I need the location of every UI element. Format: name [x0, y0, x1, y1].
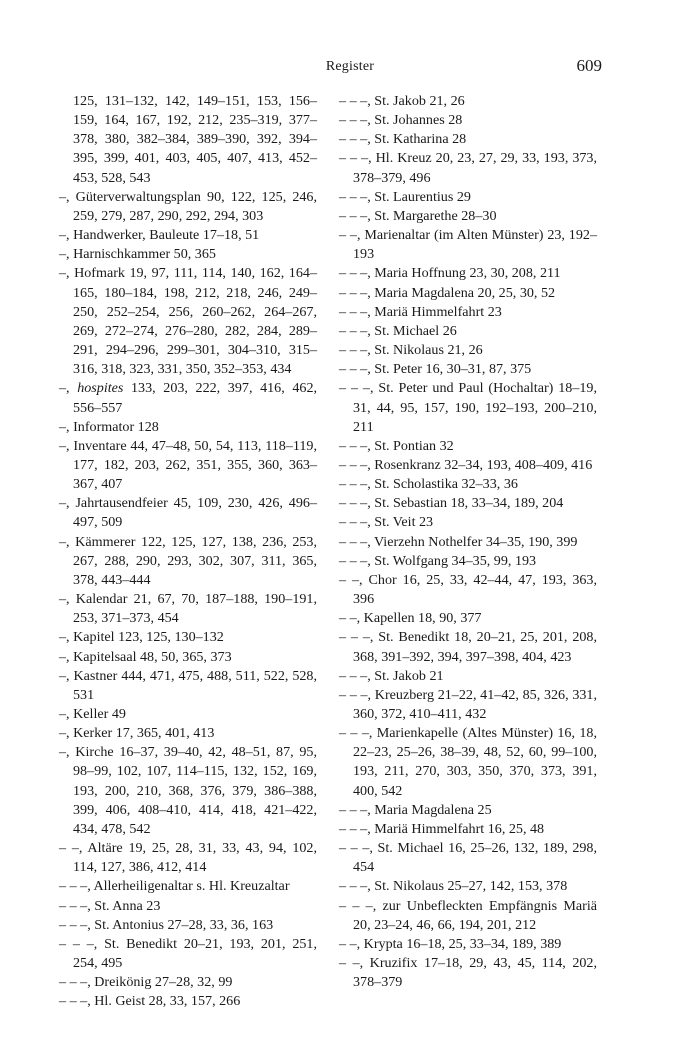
- index-entry: –, Güterverwaltungsplan 90, 122, 125, 246, 259, 279, 287, 290, 292, 294, 303: [59, 188, 317, 224]
- running-title: Register: [325, 59, 375, 74]
- index-entry: –, Kastner 444, 471, 475, 488, 511, 522, 528, 531: [59, 667, 317, 703]
- index-entry: – – –, St. Laurentius 29: [339, 188, 471, 205]
- index-entry: – – –, St. Peter 16, 30–31, 87, 375: [339, 361, 532, 378]
- index-entry: – – –, St. Peter und Paul (Hochaltar) 18–19, 31, 44, 95, 157, 190, 192–193, 200–210, 211: [339, 380, 597, 435]
- index-entry: – – –, St. Jakob 21, 26: [339, 93, 465, 109]
- index-entry: – – –, Vierzehn Nothelfer 34–35, 190, 399: [339, 533, 578, 550]
- index-entry: – –, Chor 16, 25, 33, 42–44, 47, 193, 363, 396: [339, 571, 597, 608]
- index-entry: – – –, St. Michael 26: [339, 322, 457, 339]
- index-entry: – – –, St. Scholastika 32–33, 36: [339, 476, 518, 493]
- index-entry: – –, Krypta 16–18, 25, 33–34, 189, 389: [339, 935, 562, 952]
- index-entry: – – –, St. Jakob 21: [339, 667, 444, 684]
- page-number: 609: [576, 56, 602, 75]
- index-entry: – – –, Mariä Himmelfahrt 23: [339, 303, 502, 320]
- index-entry: – – –, Hl. Geist 28, 33, 157, 266: [59, 993, 241, 1010]
- index-entry: –, Handwerker, Bauleute 17–18, 51: [59, 227, 260, 244]
- index-entry: – – –, St. Sebastian 18, 33–34, 189, 204: [339, 495, 564, 512]
- index-entry: – – –, St. Nikolaus 25–27, 142, 153, 378: [339, 878, 568, 895]
- index-entry: 125, 131–132, 142, 149–151, 153, 156–159, 164, 167, 192, 212, 235–319, 377–378, 380, 382–384, 389–390, 392, 394–395, 399, 401, 403, 405, 407, 413, 452–453, 528, 543: [73, 93, 317, 186]
- index-entry: – – –, Hl. Kreuz 20, 23, 27, 29, 33, 193, 373, 378–379, 496: [339, 150, 597, 186]
- index-entry: – – –, Mariä Himmelfahrt 16, 25, 48: [339, 820, 545, 837]
- index-entry: –, Kerker 17, 365, 401, 413: [59, 725, 215, 742]
- index-column-left: [59, 92, 317, 1012]
- index-entry: –, Kämmerer 122, 125, 127, 138, 236, 253, 267, 288, 290, 293, 302, 307, 311, 365, 378, 443–444: [59, 533, 317, 588]
- index-entry: – –, Kruzifix 17–18, 29, 43, 45, 114, 202, 378–379: [339, 955, 597, 991]
- index-entry: – – –, Maria Magdalena 25: [339, 801, 492, 818]
- index-entry: – – –, Kreuzberg 21–22, 41–42, 85, 326, 331, 360, 372, 410–411, 432: [339, 686, 597, 722]
- index-entry: – – –, St. Johannes 28: [339, 112, 463, 129]
- index-entry: – – –, Maria Hoffnung 23, 30, 208, 211: [339, 265, 561, 282]
- running-header: [0, 56, 700, 80]
- index-entry: – – –, St. Antonius 27–28, 33, 36, 163: [59, 916, 274, 933]
- index-entry: –, Kalendar 21, 67, 70, 187–188, 190–191, 253, 371–373, 454: [59, 591, 317, 627]
- index-entry: – – –, St. Katharina 28: [339, 131, 467, 148]
- index-entry: – – –, St. Michael 16, 25–26, 132, 189, 298, 454: [339, 840, 597, 876]
- index-entry-italic-term: hospites: [77, 380, 124, 397]
- index-entry: –, Informator 128: [59, 418, 159, 435]
- index-entry: – – –, Dreikönig 27–28, 32, 99: [59, 974, 233, 991]
- index-entry: –, Keller 49: [59, 706, 126, 722]
- index-entry: – – –, St. Benedikt 20–21, 193, 201, 251, 254, 495: [59, 935, 317, 972]
- index-entry: – –, Marienaltar (im Alten Münster) 23, 192–193: [339, 227, 597, 263]
- index-entry: –, Inventare 44, 47–48, 50, 54, 113, 118–119, 177, 182, 203, 262, 351, 355, 360, 363–367, 407: [59, 437, 317, 493]
- index-entry: –, Hofmark 19, 97, 111, 114, 140, 162, 164–165, 180–184, 198, 212, 218, 246, 249–250, 252–254, 256, 260–262, 264–267, 269, 272–274, 276–280, 282, 284, 289–291, 294–296, 299–301, 304–310, 315–316, 318, 323, 331, 350, 352–353, 434: [59, 265, 317, 378]
- index-entry: – – –, Rosenkranz 32–34, 193, 408–409, 416: [339, 456, 593, 473]
- index-entry: – – –, St. Wolfgang 34–35, 99, 193: [339, 552, 537, 569]
- index-entry: –, Harnischkammer 50, 365: [59, 246, 216, 263]
- index-entry: – – –, Allerheiligenaltar s. Hl. Kreuzaltar: [59, 878, 290, 895]
- index-column-right: [339, 92, 597, 992]
- index-entry: [59, 379, 317, 417]
- index-entry: – – –, Maria Magdalena 20, 25, 30, 52: [339, 284, 556, 301]
- index-entry: – – –, St. Nikolaus 21, 26: [339, 342, 483, 359]
- index-entry: –, Jahrtausendfeier 45, 109, 230, 426, 496–497, 509: [59, 495, 317, 531]
- index-entry: – – –, zur Unbefleckten Empfängnis Mariä 20, 23–24, 46, 66, 194, 201, 212: [339, 897, 597, 933]
- index-entry: – – –, Marienkapelle (Altes Münster) 16, 18, 22–23, 25–26, 38–39, 48, 52, 60, 99–100, 193, 211, 270, 303, 350, 370, 373, 391, 400, 542: [339, 725, 597, 799]
- index-entry: – – –, St. Benedikt 18, 20–21, 25, 201, 208, 368, 391–392, 394, 397–398, 404, 423: [339, 629, 597, 665]
- index-entry: – – –, St. Pontian 32: [339, 437, 454, 454]
- index-entry-prefix: –,: [59, 380, 78, 397]
- index-entry: – – –, St. Margarethe 28–30: [339, 207, 497, 224]
- index-entry: – – –, St. Anna 23: [59, 897, 161, 914]
- index-entry: – – –, St. Veit 23: [339, 514, 434, 531]
- index-entry: –, Kapitelsaal 48, 50, 365, 373: [59, 648, 232, 665]
- index-entry: –, Kirche 16–37, 39–40, 42, 48–51, 87, 95, 98–99, 102, 107, 114–115, 132, 152, 169, 193, 200, 210, 368, 376, 379, 386–388, 399, 406, 408–410, 414, 418, 421–422, 434, 478, 542: [59, 744, 317, 837]
- index-entry: – –, Kapellen 18, 90, 377: [339, 610, 482, 627]
- index-entry: – –, Altäre 19, 25, 28, 31, 33, 43, 94, 102, 114, 127, 386, 412, 414: [59, 840, 317, 876]
- index-entry-pages: 133, 203, 222, 397, 416, 462, 556–557: [73, 380, 318, 416]
- index-entry: –, Kapitel 123, 125, 130–132: [59, 629, 224, 646]
